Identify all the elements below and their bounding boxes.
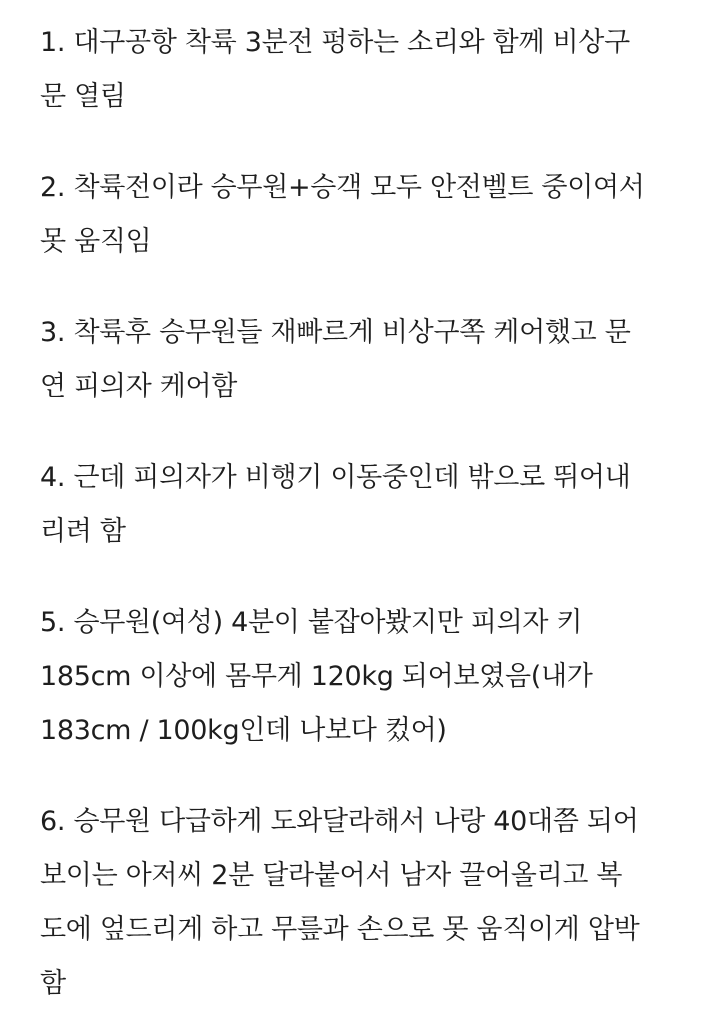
text-line: 문 열림: [40, 81, 126, 112]
text-line: 4. 근데 피의자가 비행기 이동중인데 밖으로 뛰어내: [40, 462, 631, 493]
list-item-4: [40, 451, 696, 559]
text-line: 5. 승무원(여성) 4분이 붙잡아봤지만 피의자 키: [40, 607, 583, 638]
text-line: 못 움직임: [40, 226, 152, 257]
text-line: 도에 엎드리게 하고 무릎과 손으로 못 움직이게 압박: [40, 914, 640, 945]
text-line: 함: [40, 968, 66, 999]
text-line: 6. 승무원 다급하게 도와달라해서 나랑 40대쯤 되어: [40, 806, 639, 837]
list-item-5: [40, 596, 696, 758]
list-item-2: [40, 161, 696, 269]
text-line: 185cm 이상에 몸무게 120kg 되어보였음(내가: [40, 661, 593, 692]
list-item-3: [40, 306, 696, 414]
text-line: 2. 착륙전이라 승무원+승객 모두 안전벨트 중이여서: [40, 172, 645, 203]
text-line: 연 피의자 케어함: [40, 371, 238, 402]
text-line: 183cm / 100kg인데 나보다 컸어): [40, 715, 447, 746]
text-line: 리려 함: [40, 516, 126, 547]
text-line: 보이는 아저씨 2분 달라붙어서 남자 끌어올리고 복: [40, 860, 623, 891]
list-item-6: [40, 795, 696, 1011]
text-line: 1. 대구공항 착륙 3분전 펑하는 소리와 함께 비상구: [40, 27, 630, 58]
text-line: 3. 착륙후 승무원들 재빠르게 비상구쪽 케어했고 문: [40, 317, 631, 348]
list-item-1: [40, 16, 696, 124]
